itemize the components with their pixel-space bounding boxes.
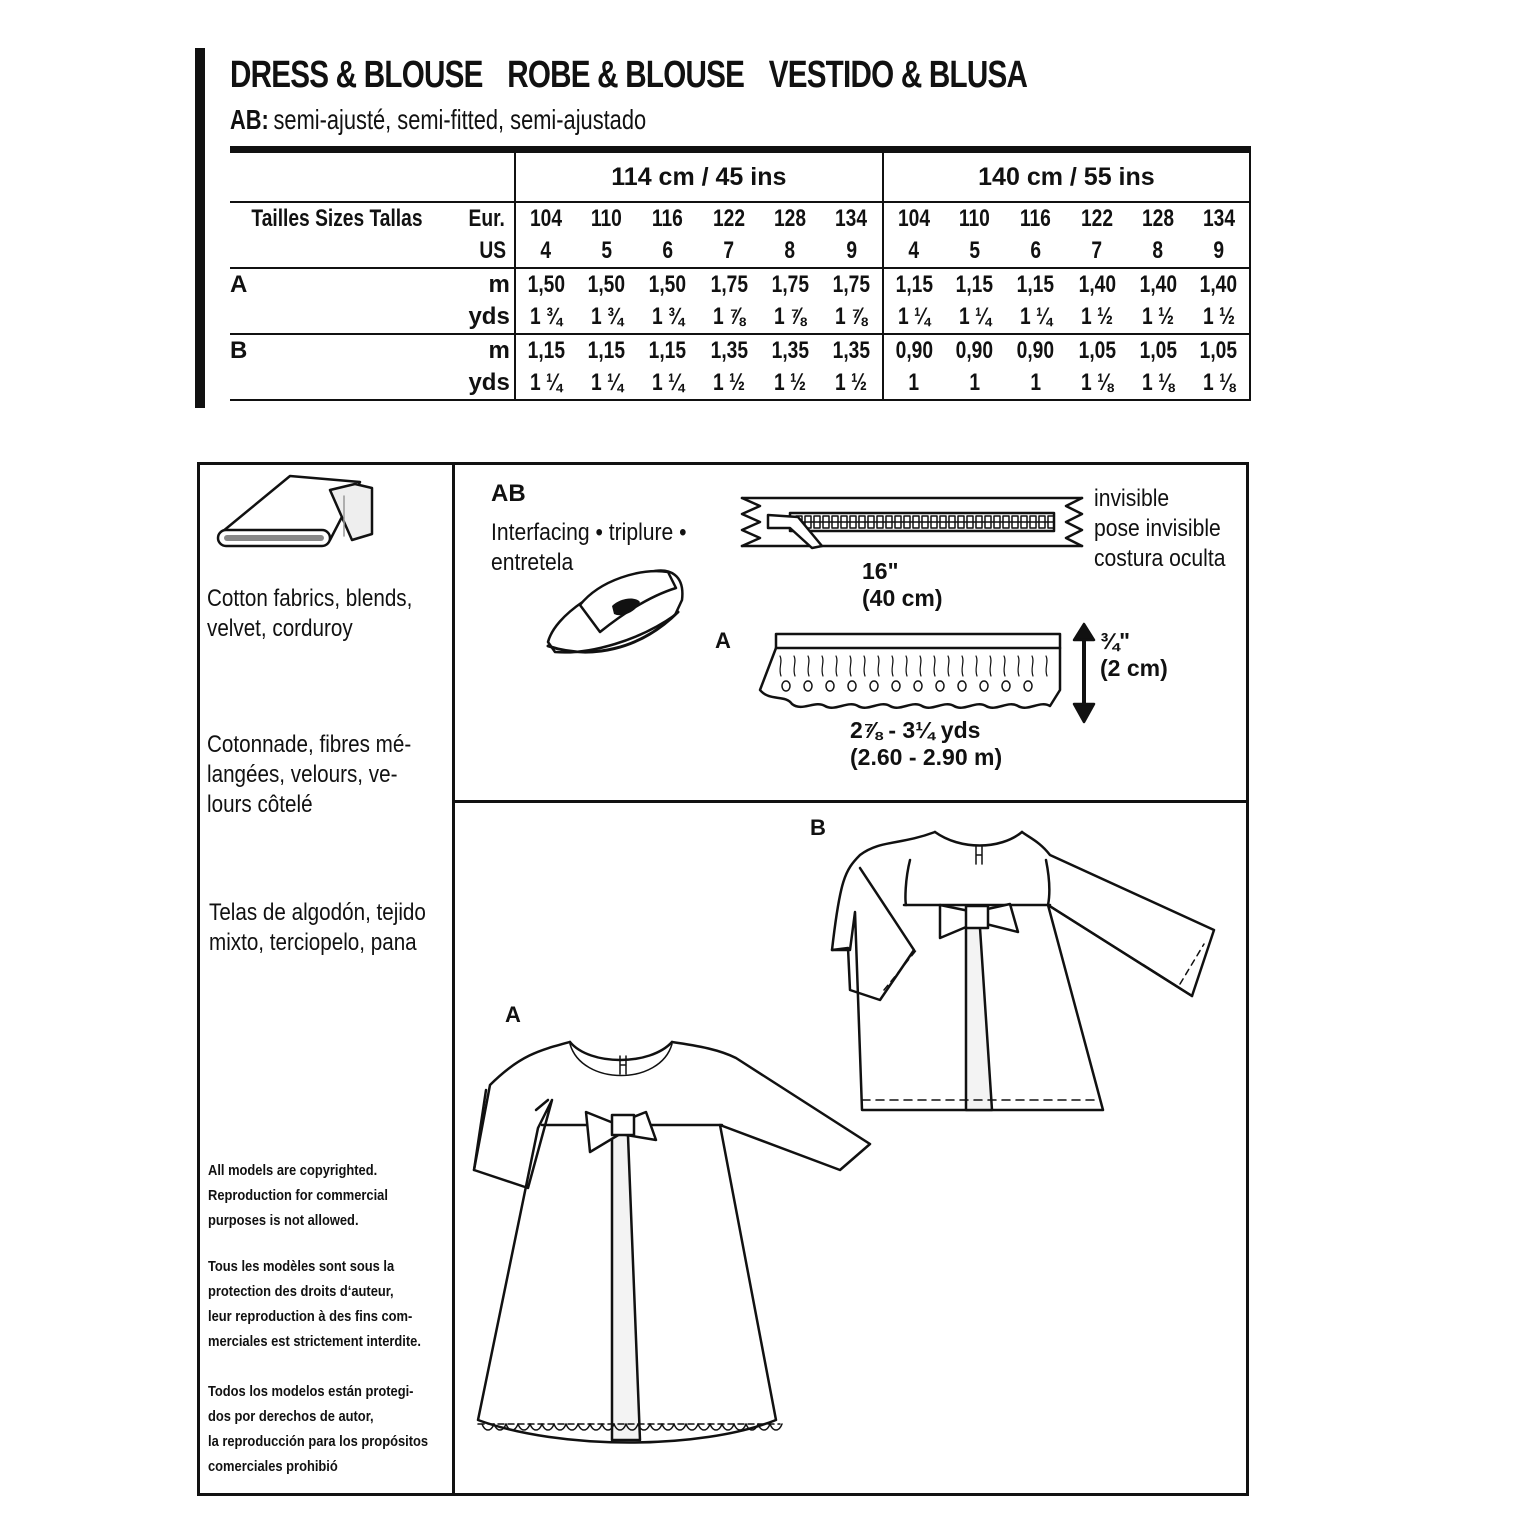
- us-size-cell: 7: [1066, 235, 1127, 268]
- title-en: DRESS & BLOUSE: [230, 54, 483, 96]
- lace-gather-line: [822, 656, 823, 676]
- yardage-cell: 1: [1005, 367, 1066, 400]
- lace-gather-line: [1046, 656, 1047, 676]
- width-114-header: 114 cm / 45 ins: [515, 150, 883, 203]
- lace-gather-line: [962, 656, 963, 676]
- lace-gather-line: [976, 656, 977, 676]
- eur-size-cell: 104: [883, 202, 944, 235]
- eur-size-cell: 110: [944, 202, 1005, 235]
- yardage-cell: 1 ¼: [944, 301, 1005, 334]
- yardage-cell: 1,50: [527, 271, 565, 298]
- lace-gather-line: [878, 656, 879, 676]
- lace-gather-line: [808, 656, 809, 676]
- hem-ruffle-scallop: [542, 1424, 554, 1430]
- lace-eyelet: [1002, 681, 1010, 691]
- lace-eyelet: [870, 681, 878, 691]
- yardage-cell: 1 ¼: [515, 367, 576, 400]
- title-fr: ROBE & BLOUSE: [507, 54, 745, 96]
- lace-eyelet: [936, 681, 944, 691]
- yardage-cell: 1 ¼: [637, 367, 698, 400]
- lace-gather-line: [850, 656, 851, 676]
- hem-ruffle-scallop: [698, 1424, 710, 1430]
- yardage-cell: 1 ⅛: [1189, 367, 1250, 400]
- us-size-cell: 6: [637, 235, 698, 268]
- fit-label: AB:: [230, 104, 269, 135]
- fabric-bolt-icon: [218, 476, 372, 546]
- yardage-cell: 1 ¼: [1005, 301, 1066, 334]
- lace-gather-line: [934, 656, 935, 676]
- hem-ruffle-scallop: [578, 1424, 590, 1430]
- yardage-cell: 1,05: [1189, 334, 1250, 367]
- fabric-suggestions-es: Telas de algodón, tejido mixto, terciopelo, pana: [209, 899, 426, 956]
- lace-gather-line: [1032, 656, 1033, 676]
- yards-label: yds: [457, 301, 515, 334]
- yardage-cell: 1,35: [771, 337, 809, 364]
- us-size-cell: 5: [944, 235, 1005, 268]
- lace-length-label: 2⅞ - 3¼ yds (2.60 - 2.90 m): [850, 717, 1003, 770]
- hem-ruffle-scallop: [770, 1424, 782, 1430]
- zipper-icon: [742, 498, 1082, 548]
- lace-gather-line: [1004, 656, 1005, 676]
- yardage-cell: 1,05: [1139, 337, 1177, 364]
- yardage-cell: 1,15: [1017, 271, 1055, 298]
- yardage-cell: 1,15: [649, 337, 687, 364]
- yardage-cell: 1 ⅞: [760, 301, 821, 334]
- yardage-cell: 1 ½: [760, 367, 821, 400]
- us-size-cell: 9: [821, 235, 883, 268]
- yardage-cell: 1 ½: [1189, 301, 1250, 334]
- hem-ruffle-scallop: [650, 1424, 662, 1430]
- yards-label: yds: [457, 367, 515, 400]
- lace-gather-line: [794, 656, 795, 676]
- yardage-cell: 1,50: [649, 271, 687, 298]
- hem-ruffle-scallop: [662, 1424, 674, 1430]
- us-size-cell: 8: [1128, 235, 1189, 268]
- yardage-cell: 0,90: [895, 337, 933, 364]
- lace-width-label: ¾" (2 cm): [1100, 628, 1168, 681]
- eur-size-cell: 122: [698, 202, 759, 235]
- hem-ruffle-scallop: [590, 1424, 602, 1430]
- lace-eyelet: [892, 681, 900, 691]
- view-a-label: A: [230, 271, 248, 298]
- lace-gather-line: [920, 656, 921, 676]
- yardage-cell: 1 ½: [1128, 301, 1189, 334]
- fabric-suggestions-fr: Cotonnade, fibres mé- langées, velours, ve- lours côtelé: [207, 731, 412, 818]
- eur-size-cell: 134: [1189, 202, 1250, 235]
- lace-eyelet: [980, 681, 988, 691]
- yardage-cell: 1,05: [1078, 337, 1116, 364]
- eur-size-cell: 116: [637, 202, 698, 235]
- hem-ruffle-scallop: [722, 1424, 734, 1430]
- lace-eyelet: [804, 681, 812, 691]
- lace-gather-line: [990, 656, 991, 676]
- lace-gather-line: [780, 656, 781, 676]
- zipper-type-label: invisible pose invisible costura oculta: [1094, 485, 1226, 572]
- yardage-cell: 1: [883, 367, 944, 400]
- sizes-label: Tailles Sizes Tallas: [251, 205, 423, 232]
- yardage-cell: 1 ⅛: [1128, 367, 1189, 400]
- us-label: US: [479, 237, 507, 264]
- dress-a-illustration: [474, 1042, 870, 1443]
- yardage-cell: 1: [944, 367, 1005, 400]
- blouse-b-illustration: [832, 832, 1214, 1110]
- fit-text: semi-ajusté, semi-fitted, semi-ajustado: [273, 104, 647, 135]
- iron-icon: [548, 571, 682, 653]
- yardage-cell: 1 ⅛: [1066, 367, 1127, 400]
- us-size-cell: 8: [760, 235, 821, 268]
- title-es: VESTIDO & BLUSA: [768, 54, 1028, 96]
- lace-eyelet: [958, 681, 966, 691]
- yardage-cell: 1,15: [587, 337, 626, 364]
- yardage-cell: 1,75: [771, 271, 809, 298]
- lace-gather-line: [948, 656, 949, 676]
- yardage-cell: 1,35: [710, 337, 748, 364]
- yardage-cell: 1,15: [955, 271, 994, 298]
- notions-a-label: A: [715, 628, 731, 653]
- yardage-cell: 1 ⅞: [821, 301, 883, 334]
- eur-size-cell: 116: [1005, 202, 1066, 235]
- eur-size-cell: 110: [576, 202, 637, 235]
- yardage-cell: 0,90: [1017, 337, 1055, 364]
- view-a-illustration-label: A: [505, 1002, 521, 1027]
- yardage-cell: 1,75: [821, 268, 883, 301]
- us-size-cell: 7: [698, 235, 759, 268]
- yardage-cell: 1 ½: [698, 367, 759, 400]
- eur-size-cell: 128: [760, 202, 821, 235]
- lace-eyelet: [848, 681, 856, 691]
- yardage-cell: 1 ¾: [576, 301, 637, 334]
- eur-size-cell: 128: [1128, 202, 1189, 235]
- us-size-cell: 4: [883, 235, 944, 268]
- hem-ruffle-scallop: [530, 1424, 542, 1430]
- interfacing-label: Interfacing • triplure • entretela: [491, 519, 687, 576]
- lace-eyelet: [826, 681, 834, 691]
- meters-label: m: [457, 334, 515, 367]
- copyright-fr: Tous les modèles sont sous la protection des droits d‘auteur, leur reproduction à des fins com- merciales est strictement interdite.: [208, 1258, 421, 1350]
- yardage-cell: 1 ½: [821, 367, 883, 400]
- yardage-cell: 1 ½: [1066, 301, 1127, 334]
- yardage-cell: 1,15: [895, 271, 933, 298]
- hem-ruffle-scallop: [566, 1424, 578, 1430]
- lace-gather-line: [906, 656, 907, 676]
- lace-eyelet: [782, 681, 790, 691]
- lace-gather-line: [864, 656, 865, 676]
- yardage-cell: 1 ¾: [515, 301, 576, 334]
- eur-size-cell: 134: [821, 202, 883, 235]
- yardage-cell: 1 ⅞: [698, 301, 759, 334]
- us-size-cell: 5: [576, 235, 637, 268]
- lace-gather-line: [892, 656, 893, 676]
- hem-ruffle-scallop: [674, 1424, 686, 1430]
- yardage-cell: 1,35: [821, 334, 883, 367]
- yardage-cell: 1,40: [1078, 271, 1116, 298]
- lace-trim-icon: [760, 624, 1094, 722]
- meters-label: m: [457, 268, 515, 301]
- hem-ruffle-scallop: [686, 1424, 698, 1430]
- yardage-cell: 0,90: [955, 337, 994, 364]
- lace-gather-line: [836, 656, 837, 676]
- yardage-cell: 1,40: [1189, 268, 1250, 301]
- yardage-cell: 1 ¼: [883, 301, 944, 334]
- us-size-cell: 4: [515, 235, 576, 268]
- notions-ab-label: AB: [491, 480, 526, 507]
- eur-label: Eur.: [468, 205, 506, 232]
- us-size-cell: 9: [1189, 235, 1250, 268]
- lace-eyelet: [914, 681, 922, 691]
- zipper-length-label: 16" (40 cm): [862, 558, 943, 611]
- copyright-en: All models are copyrighted. Reproduction for commercial purposes is not allowed.: [208, 1162, 388, 1229]
- hem-ruffle-scallop: [554, 1424, 566, 1430]
- hem-ruffle-scallop: [518, 1424, 530, 1430]
- copyright-es: Todos los modelos están protegi- dos por derechos de autor, la reproducción para los propósitos comerciales prohibió: [208, 1383, 429, 1475]
- view-b-label: B: [230, 337, 248, 364]
- width-140-header: 140 cm / 55 ins: [883, 150, 1250, 203]
- yardage-cell: 1 ¼: [576, 367, 637, 400]
- lace-gather-line: [1018, 656, 1019, 676]
- yardage-cell: 1,15: [527, 337, 565, 364]
- yardage-cell: 1 ¾: [637, 301, 698, 334]
- us-size-cell: 6: [1005, 235, 1066, 268]
- eur-size-cell: 122: [1066, 202, 1127, 235]
- fabric-suggestions-en: Cotton fabrics, blends, velvet, corduroy: [207, 585, 413, 642]
- yardage-cell: 1,40: [1139, 271, 1177, 298]
- lace-eyelet: [1024, 681, 1032, 691]
- hem-ruffle-scallop: [710, 1424, 722, 1430]
- view-b-illustration-label: B: [810, 815, 826, 840]
- eur-size-cell: 104: [515, 202, 576, 235]
- yardage-cell: 1,75: [710, 271, 748, 298]
- yardage-cell: 1,50: [587, 271, 626, 298]
